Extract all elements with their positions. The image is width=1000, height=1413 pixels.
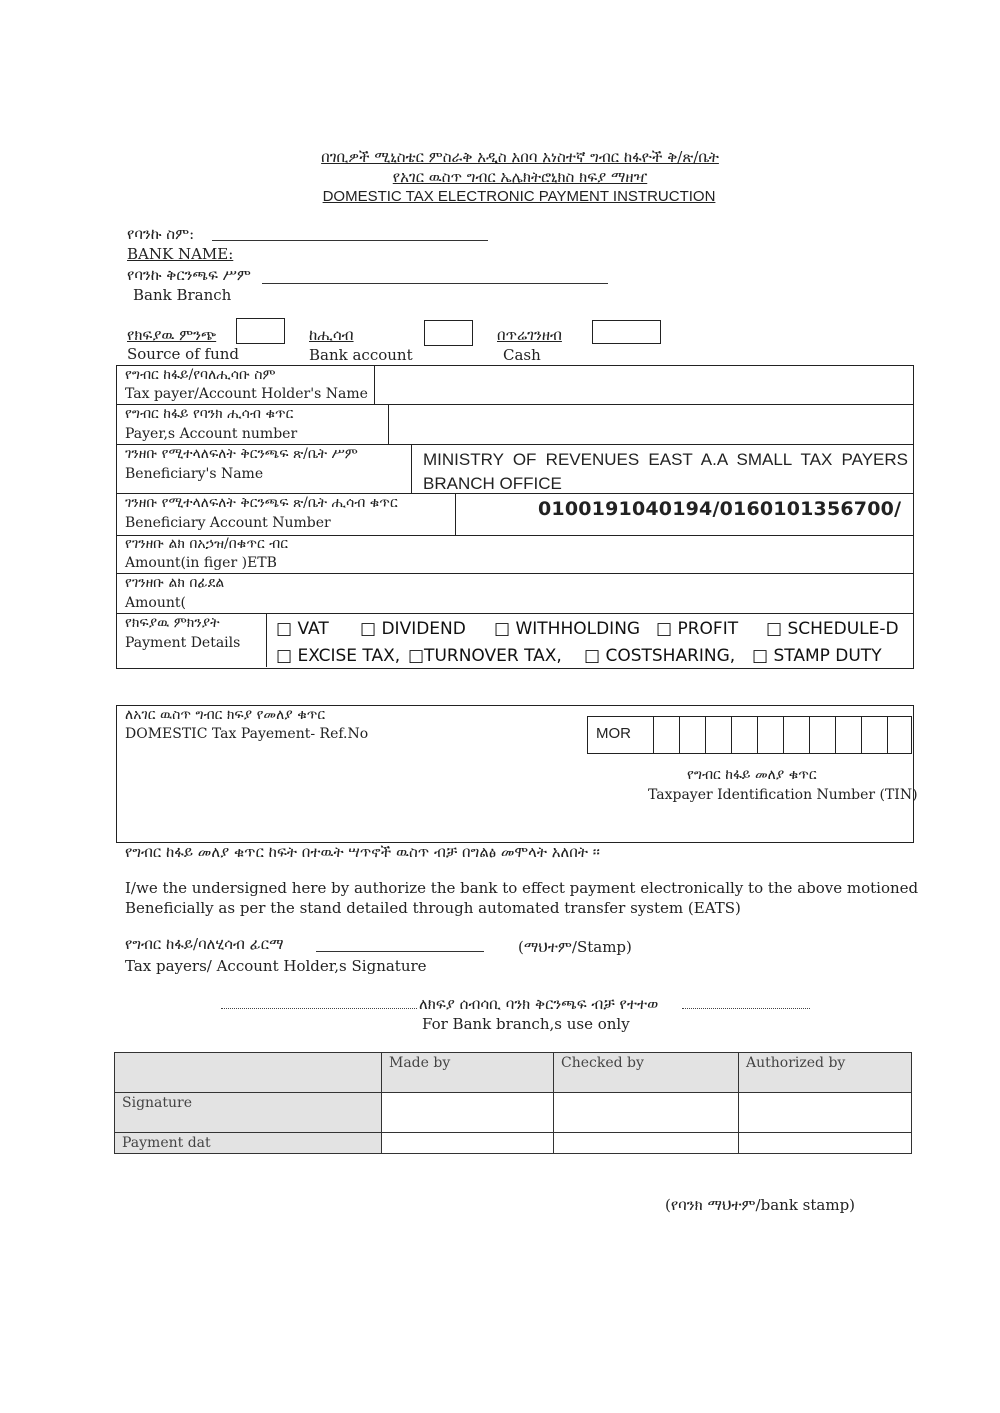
bank-name-label-am: የባንኩ ስም: — [127, 225, 195, 243]
source-of-fund-checkbox[interactable] — [236, 318, 285, 344]
tin-digit-box[interactable] — [887, 717, 911, 753]
authorized-by-date-cell[interactable] — [739, 1133, 912, 1154]
amount-words-label-am: የገንዘቡ ልክ በፊደል — [125, 575, 225, 591]
table-header-empty — [115, 1053, 382, 1093]
tin-digit-box[interactable] — [861, 717, 888, 753]
amount-words-field[interactable] — [260, 576, 908, 610]
bank-branch-label-am: የባንኩ ቅርንጫፍ ሥም — [127, 266, 251, 284]
authorized-by-signature-cell[interactable] — [739, 1093, 912, 1133]
made-by-header: Made by — [382, 1053, 554, 1093]
made-by-date-cell[interactable] — [382, 1133, 554, 1154]
profit-checkbox[interactable]: □ PROFIT — [656, 619, 739, 639]
bank-use-label-en: For Bank branch,s use only — [422, 1015, 630, 1033]
beneficiary-account-label-en: Beneficiary Account Number — [125, 515, 331, 531]
withholding-checkbox[interactable]: □ WITHHOLDING — [494, 619, 641, 639]
payer-name-field[interactable] — [376, 366, 910, 403]
schedule-d-checkbox[interactable]: □ SCHEDULE-D — [766, 619, 899, 639]
amount-figure-label-am: የገንዘቡ ልክ በአኃዝ/በቁጥር ብር — [125, 536, 289, 552]
turnover-tax-checkbox[interactable]: □TURNOVER TAX, — [408, 646, 562, 666]
dotted-line-right — [682, 996, 810, 1009]
payer-account-label-am: የግብር ከፋይ የባንክ ሒሳብ ቁጥር — [125, 406, 294, 422]
payer-account-field[interactable] — [390, 405, 910, 443]
beneficiary-name-value: MINISTRY OF REVENUES EAST A.A SMALL TAX PAYERS BRANCH OFFICE — [423, 450, 908, 493]
bank-name-field[interactable] — [212, 240, 488, 241]
tin-input-boxes[interactable] — [587, 716, 912, 754]
cash-label-en: Cash — [503, 346, 541, 364]
source-of-fund-label-en: Source of fund — [127, 345, 240, 363]
payment-details-label-en: Payment Details — [125, 635, 241, 651]
authorized-by-header: Authorized by — [739, 1053, 912, 1093]
tin-label-en: Taxpayer Identification Number (TIN) — [648, 787, 918, 803]
reference-label-am: ለአገር ዉስጥ ግብር ክፍያ የመለያ ቁጥር — [125, 707, 326, 723]
tin-digit-box[interactable] — [783, 717, 810, 753]
tin-digit-box[interactable] — [679, 717, 706, 753]
checked-by-date-cell[interactable] — [554, 1133, 739, 1154]
signature-field[interactable] — [316, 951, 484, 952]
made-by-signature-cell[interactable] — [382, 1093, 554, 1133]
bank-stamp-label: (የባንክ ማህተም/bank stamp) — [665, 1196, 856, 1214]
bank-account-checkbox[interactable] — [424, 320, 473, 346]
tin-notice-am: የግብር ከፋይ መለያ ቁጥር ከፍት በተዉት ሣጥኖች ዉስጥ ብቻ በግልፅ መሞላት አለበት ፡፡ — [125, 843, 600, 861]
beneficiary-name-label-am: ገንዘቡ የሚተላለፍለት ቅርንጫፍ ጽ/ቤት ሥም — [125, 446, 358, 462]
bank-branch-label-en: Bank Branch — [133, 286, 232, 304]
tin-digit-box[interactable] — [809, 717, 836, 753]
reference-label-en: DOMESTIC Tax Payement- Ref.No — [125, 726, 369, 742]
dotted-line-left — [221, 996, 417, 1009]
mor-prefix: MOR — [596, 725, 631, 742]
source-of-fund-label-am: የክፍያዉ ምንጭ — [127, 326, 217, 344]
bank-use-label-am: ለክፍያ ሰብሳቢ ባንክ ቅርንጫፍ ብቻ የተተወ — [419, 995, 659, 1013]
bank-account-label-en: Bank account — [309, 346, 413, 364]
header-title-english: DOMESTIC TAX ELECTRONIC PAYMENT INSTRUCTION — [322, 188, 716, 205]
cash-label-am: በጥሬገንዘብ — [497, 326, 562, 344]
vat-checkbox[interactable]: □ VAT — [276, 619, 329, 639]
amount-figure-field[interactable] — [330, 537, 908, 571]
signature-label-am: የግብር ከፋይ/ባለሂሳብ ፊርማ — [125, 935, 284, 953]
stamp-duty-checkbox[interactable]: □ STAMP DUTY — [752, 646, 882, 666]
tin-digit-box[interactable] — [731, 717, 758, 753]
payer-name-label-am: የግብር ከፋይ/የባለሒሳቡ ስም — [125, 367, 276, 383]
signature-row-label: Signature — [115, 1093, 382, 1133]
dividend-checkbox[interactable]: □ DIVIDEND — [360, 619, 466, 639]
beneficiary-account-label-am: ገንዘቡ የሚተላለፍለት ቅርንጫፍ ጽ/ቤት ሒሳብ ቁጥር — [125, 495, 398, 511]
payer-name-label-en: Tax payer/Account Holder's Name — [125, 386, 368, 402]
bank-account-label-am: ከሒሳብ — [309, 326, 354, 344]
tin-digit-box[interactable] — [653, 717, 680, 753]
header-title-amharic: በገቢዎች ሚኒስቴር ምስራቅ አዲስ አበባ አነስተኛ ግብር ከፋዮች ቅ/ጽ/ቤት — [321, 148, 719, 166]
tin-digit-box[interactable] — [705, 717, 732, 753]
bank-name-label-en: BANK NAME: — [127, 245, 234, 263]
stamp-label: (ማህተም/Stamp) — [518, 938, 632, 956]
amount-words-label-en: Amount( — [125, 595, 186, 611]
payment-date-row-label: Payment dat — [115, 1133, 382, 1154]
tin-label-am: የግብር ከፋይ መለያ ቁጥር — [687, 767, 817, 783]
checked-by-header: Checked by — [554, 1053, 739, 1093]
amount-figure-label-en: Amount(in figer )ETB — [125, 555, 277, 571]
authorization-line-1: I/we the undersigned here by authorize the bank to effect payment electronically to the above motioned — [125, 879, 919, 897]
bank-use-table — [114, 1052, 912, 1154]
payment-details-label-am: የክፍያዉ ምክንያት — [125, 615, 220, 631]
beneficiary-account-value: 0100191040194/0160101356700/ — [538, 498, 902, 520]
excise-tax-checkbox[interactable]: □ EXCISE TAX, — [276, 646, 401, 666]
tin-digit-box[interactable] — [835, 717, 862, 753]
authorization-line-2: Beneficially as per the stand detailed through automated transfer system (EATS) — [125, 899, 741, 917]
costsharing-checkbox[interactable]: □ COSTSHARING, — [584, 646, 736, 666]
beneficiary-name-label-en: Beneficiary's Name — [125, 466, 264, 482]
checked-by-signature-cell[interactable] — [554, 1093, 739, 1133]
bank-branch-field[interactable] — [262, 283, 608, 284]
cash-checkbox[interactable] — [592, 320, 661, 344]
signature-label-en: Tax payers/ Account Holder,s Signature — [125, 957, 427, 975]
payer-account-label-en: Payer,s Account number — [125, 426, 298, 442]
header-subtitle-amharic: የአገር ዉስጥ ግብር ኤሌክትሮኒክስ ክፍያ ማዘዣ — [392, 168, 648, 186]
tin-digit-box[interactable] — [757, 717, 784, 753]
